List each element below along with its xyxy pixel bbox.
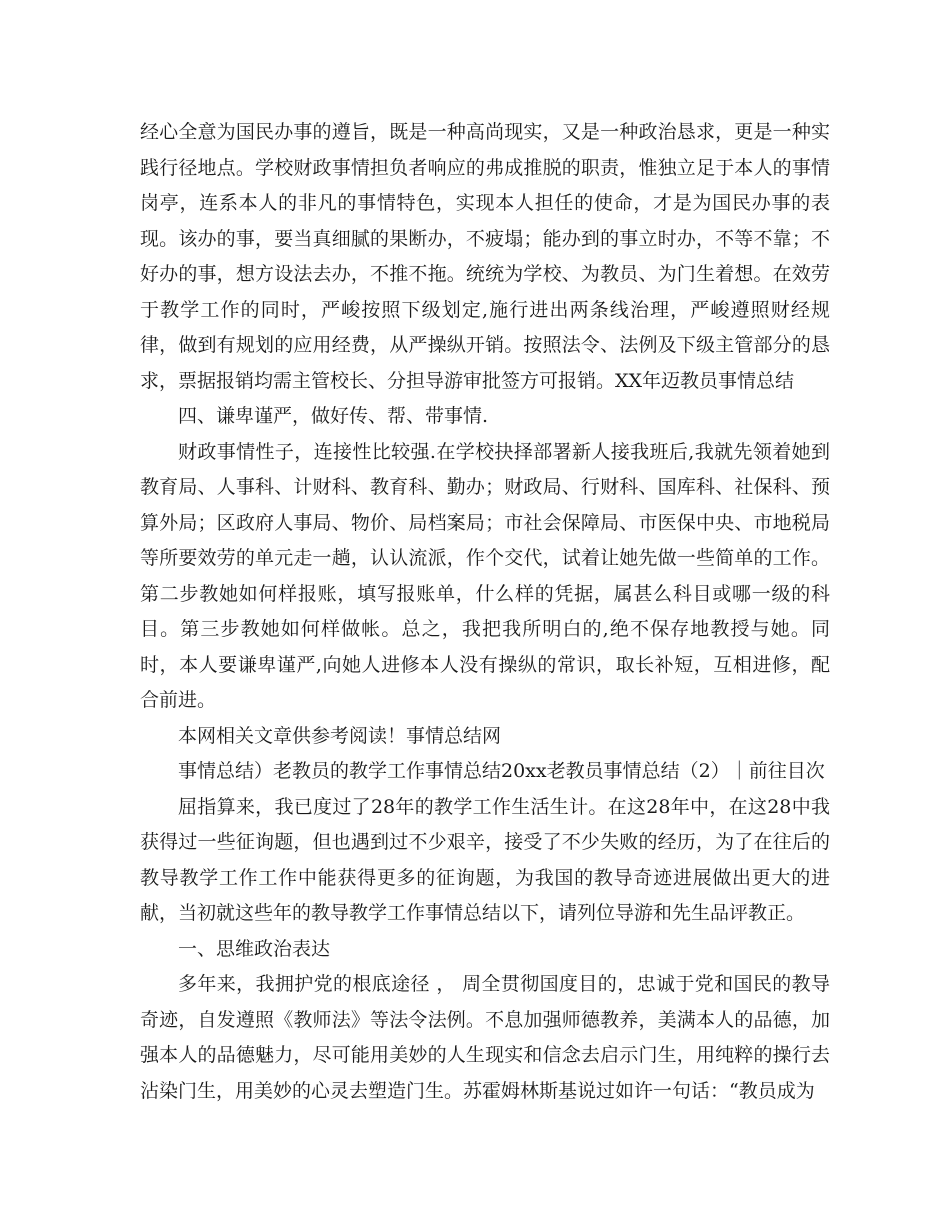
related-articles-note: 本网相关文章供参考阅读！事情总结网 <box>178 724 502 747</box>
section-heading-politics: 一、思维政治表达 <box>178 937 331 960</box>
paragraph-politics: 多年来，我拥护党的根底途径 ， 周全贯彻国度目的，忠诚于党和国民的教导奇迹，自发遵照《教师法》等法令法例。不息加强师德教养，美满本人的品德，加强本人的品德魅力，尽可能用美妙的人生现实和信念去启示门生，用纯粹的操行去沾染门生，用美妙的心灵去塑造门生。苏霍姆林斯基说过如许一句话：“教员成为 <box>140 973 830 1102</box>
paragraph-mentoring: 财政事情性子，连接性比较强.在学校抉择部署新人接我班后,我就先领着她到教育局、人事科、计财科、教育科、勤办；财政局、行财科、国库科、社保科、预算外局；区政府人事局、物价、局档案局；市社会保障局、市医保中央、市地税局等所要效劳的单元走一趟，认认流派，作个交代，试着让她先做一些简单的工作。第二步教她如何样报账，填写报账单，什么样的凭据，属甚么科目或哪一级的科目。第三步教她如何样做帐。总之，我把我所明白的,绝不保存地教授与她。同时，本人要谦卑谨严,向她人进修本人没有操纵的常识，取长补短，互相进修，配合前进。 <box>140 440 830 711</box>
paragraph-intro: 屈指算来，我已度过了28年的教学工作生活生计。在这28年中，在这28中我获得过一些征询题，但也遇到过不少艰辛，接受了不少失败的经历，为了在往后的教导教学工作工作中能获得更多的征询题，为我国的教导奇迹进展做出更大的进献，当初就这些年的教导教学工作事情总结以下，请列位导游和先生品评教正。 <box>140 795 830 924</box>
paragraph-continuation: 经心全意为国民办事的遵旨，既是一种高尚现实，又是一种政治恳求，更是一种实践行径地点。学校财政事情担负者响应的弗成推脱的职责，惟独立足于本人的事情岗亭，连系本人的非凡的事情特色，实现本人担任的使命，才是为国民办事的表现。该办的事，要当真细腻的果断办，不疲塌；能办到的事立时办，不等不靠；不好办的事，想方设法去办，不推不拖。统统为学校、为教员、为门生着想。在效劳于教学工作的同时，严峻按照下级划定,施行进出两条线治理，严峻遵照财经规律，做到有规划的应用经费，从严操纵开销。按照法令、法例及下级主管部分的恳求，票据报销均需主管校长、分担导游审批签方可报销。XX年迈教员事情总结 <box>140 121 830 392</box>
document-page <box>140 115 830 1109</box>
section-heading-humility: 四、谦卑谨严，做好传、帮、带事情. <box>178 405 489 427</box>
article-title-line: 事情总结）老教员的教学工作事情总结20xx老教员事情总结（2）｜前往目次 <box>178 760 825 782</box>
